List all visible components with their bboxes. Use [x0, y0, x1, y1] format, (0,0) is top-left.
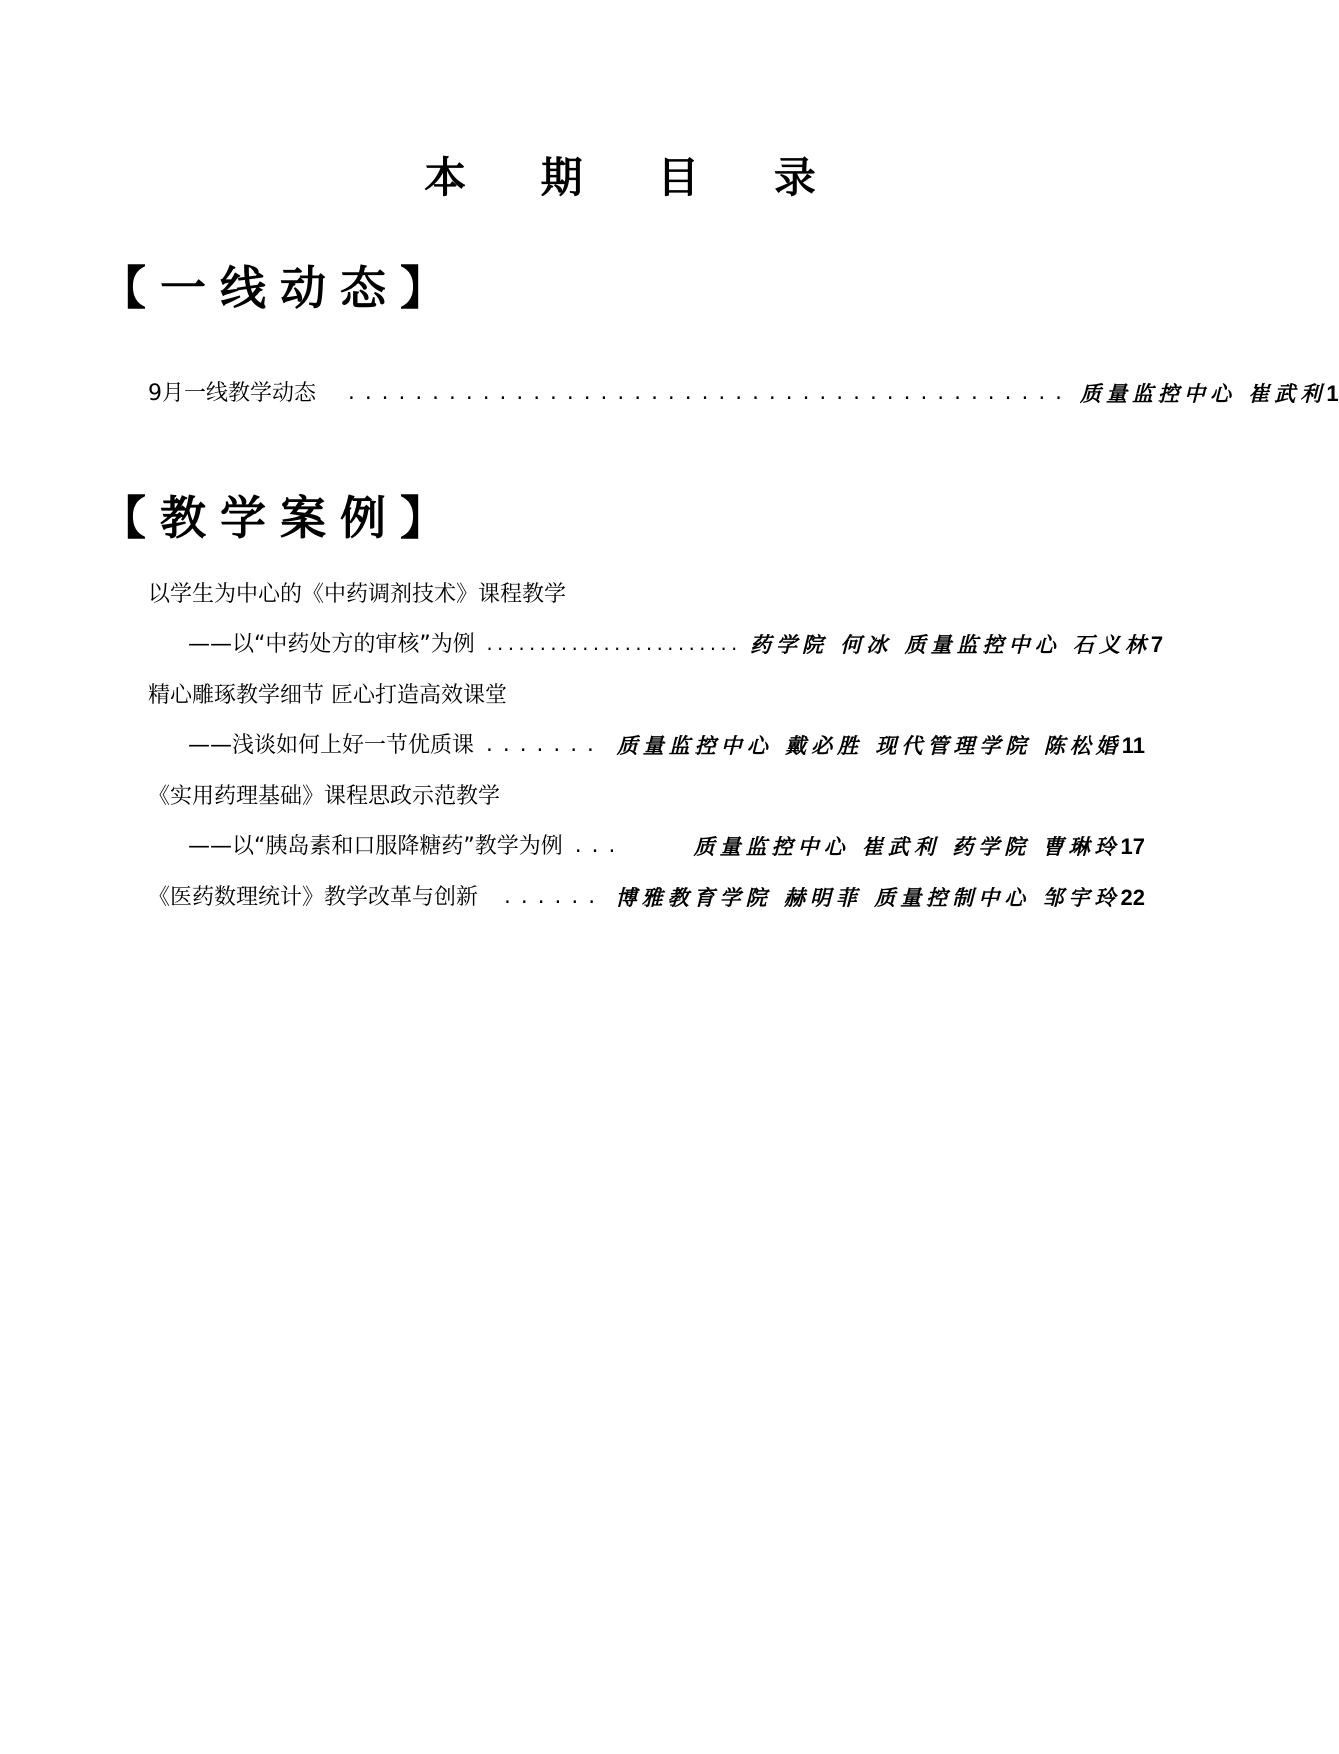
toc-entry-subtitle: ——以“中药处方的审核”为例 — [188, 632, 475, 657]
toc-leader-dots: ....... — [484, 735, 602, 756]
toc-leader-dots: ...... — [502, 887, 604, 908]
toc-entry-author: 质量监控中心 崔武利 药学院 曹琳玲 — [693, 834, 1121, 859]
toc-entry-subtitle: ——浅谈如何上好一节优质课 — [188, 733, 475, 758]
toc-entry-title[interactable]: 《实用药理基础》课程思政示范教学 — [148, 784, 501, 809]
toc-entry-page: 22 — [1120, 885, 1145, 910]
toc-entry-title[interactable]: 精心雕琢教学细节 匠心打造高效课堂 — [148, 683, 507, 708]
toc-entry-author: 质量监控中心 戴必胜 现代管理学院 陈松婚 — [616, 733, 1122, 758]
page-title: 本 期 目 录 — [424, 153, 846, 202]
toc-entry[interactable] — [0, 827, 1240, 867]
toc-entry-author: 药学院 何冰 质量监控中心 石义林 — [749, 632, 1151, 657]
toc-entry-author: 质量监控中心 崔武利 — [1080, 381, 1327, 406]
toc-entry[interactable] — [0, 878, 1240, 918]
toc-entry-page: 1 — [1326, 381, 1339, 406]
toc-entry-author: 博雅教育学院 赫明菲 质量控制中心 邹宇玲 — [615, 885, 1121, 910]
section-heading-frontline: 【一线动态】 — [100, 261, 460, 315]
toc-entry-title: 《医药数理统计》教学改革与创新 — [148, 885, 479, 910]
toc-entry[interactable] — [0, 625, 1240, 665]
toc-entry-subtitle: ——以“胰岛素和口服降糖药”教学为例 — [188, 834, 563, 859]
toc-leader-dots: ........................ — [484, 635, 740, 654]
toc-entry[interactable] — [0, 374, 1339, 414]
toc-entry-page: 17 — [1120, 834, 1145, 859]
toc-leader-dots: ... — [572, 836, 624, 857]
toc-entry-page: 11 — [1121, 733, 1145, 758]
toc-entry[interactable] — [0, 726, 1240, 766]
section-heading-cases: 【教学案例】 — [100, 491, 460, 545]
toc-leader-dots: ........................................... — [346, 383, 1070, 404]
toc-entry-title[interactable]: 以学生为中心的《中药调剂技术》课程教学 — [148, 582, 567, 607]
toc-entry-page: 7 — [1150, 632, 1164, 657]
toc-entry-title: 9月一线教学动态 — [148, 381, 316, 406]
